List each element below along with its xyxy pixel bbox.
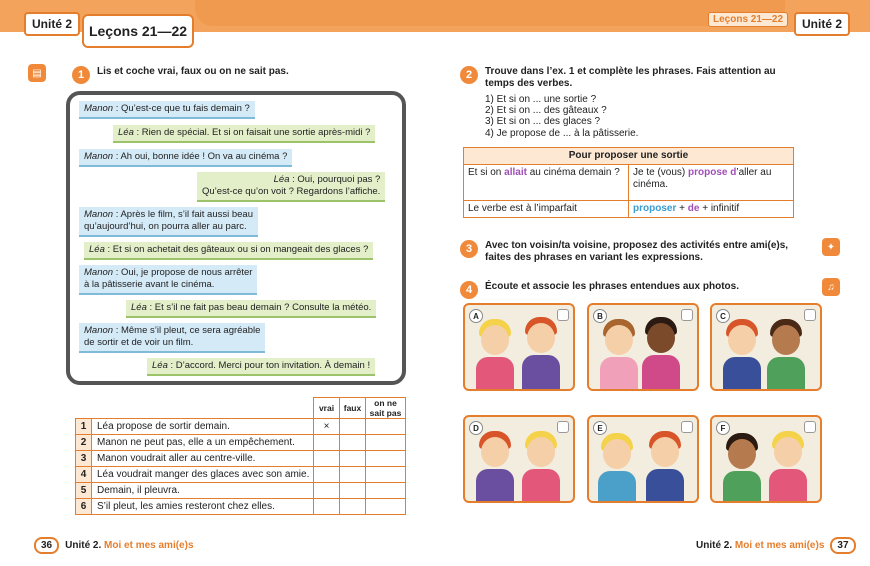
checkbox-nsp[interactable] [366,499,406,515]
photo-b [587,303,699,391]
footer-right: Unité 2. Moi et mes ami(e)s 37 [690,536,856,554]
table-row: 2 Manon ne peut pas, elle a un empêchement. [76,435,406,451]
dialogue-line: Manon : Même s’il pleut, ce sera agréable de sortir et de voir un film. [79,323,265,353]
photo-e [587,415,699,503]
ex4-number: 4 [460,281,478,299]
ex4-instruction: 4 Écoute et associe les phrases entendues aux photos. [460,281,800,293]
lessons-title: Leçons 21—22 [82,14,194,48]
checkbox-nsp[interactable] [366,483,406,499]
dialogue-line: Léa : Oui, pourquoi pas ? Qu’est-ce qu’on voit ? Regardons l’affiche. [197,172,385,202]
ex3-instruction: 3 Avec ton voisin/ta voisine, proposez des activités entre ami(e)s, faites des phrases en variant les expressions. [460,240,800,264]
list-item: 1) Et si on ... une sortie ? [485,94,597,105]
photo-a [463,303,575,391]
checkbox-vrai[interactable] [314,483,340,499]
proposal-table-title: Pour proposer une sortie [464,148,794,165]
page-number-right: 37 [830,537,855,554]
checkbox-nsp[interactable] [366,451,406,467]
table-row: 4 Léa voudrait manger des glaces avec son amie. [76,467,406,483]
checkbox-nsp[interactable] [366,419,406,435]
dialogue-line: Léa : Et s’il ne fait pas beau demain ? Consulte la météo. [126,300,376,318]
dialogue-line: Manon : Après le film, s’il fait aussi beau qu’aujourd’hui, on pourra aller au parc. [79,207,258,237]
footer-left: 36 Unité 2. Moi et mes ami(e)s [34,536,200,554]
list-item: 3) Et si on ... des glaces ? [485,116,601,128]
true-false-table [75,397,406,515]
dialogue-line: Léa : Rien de spécial. Et si on faisait une sortie après-midi ? [113,125,375,143]
photo-label: B [593,309,607,323]
list-item: 4) Je propose de ... à la pâtisserie. [485,127,639,139]
dialogue-line: Léa : Et si on achetait des gâteaux ou si on mangeait des glaces ? [84,242,373,260]
ex2-instruction: 2 Trouve dans l’ex. 1 et complète les phrases. Fais attention au temps des verbes. [460,66,800,90]
headphones-icon: ♫ [822,278,840,296]
ex1-number: 1 [72,66,90,84]
table-row: 1 Léa propose de sortir demain. × [76,419,406,435]
unit-tag-right: Unité 2 [794,12,850,36]
header-faux: faux [340,398,366,419]
header-vrai: vrai [314,398,340,419]
photo-f [710,415,822,503]
checkbox-faux[interactable] [340,483,366,499]
table-row: 5 Demain, il pleuvra. [76,483,406,499]
book-icon: ▤ [28,64,46,82]
dialogue-line: Manon : Qu’est-ce que tu fais demain ? [79,101,255,119]
page-number-left: 36 [34,537,59,554]
photo-label: F [716,421,730,435]
checkbox-vrai[interactable] [314,435,340,451]
checkbox-faux[interactable] [340,499,366,515]
ex2-number: 2 [460,66,478,84]
cell-imparfait-example: Et si on allait au cinéma demain ? [464,165,629,201]
pair-work-icon: ✦ [822,238,840,256]
photo-checkbox[interactable] [804,421,816,433]
checkbox-vrai[interactable] [314,499,340,515]
table-row: 6 S’il pleut, les amies resteront chez elles. [76,499,406,515]
cell-imparfait-rule: Le verbe est à l’imparfait [464,201,629,218]
header-on-ne-sait-pas: on ne sait pas [366,398,406,419]
checkbox-vrai[interactable]: × [314,419,340,435]
photo-c [710,303,822,391]
checkbox-faux[interactable] [340,419,366,435]
checkbox-nsp[interactable] [366,467,406,483]
table-row: 3 Manon voudrait aller au centre-ville. [76,451,406,467]
photo-label: D [469,421,483,435]
photo-checkbox[interactable] [557,309,569,321]
dialogue-line: Manon : Oui, je propose de nous arrêter à la pâtisserie avant le cinéma. [79,265,257,295]
photo-checkbox[interactable] [804,309,816,321]
photo-checkbox[interactable] [557,421,569,433]
checkbox-faux[interactable] [340,467,366,483]
checkbox-vrai[interactable] [314,451,340,467]
checkbox-vrai[interactable] [314,467,340,483]
list-item: 2) Et si on ... des gâteaux ? [485,105,607,117]
lessons-small-tag: Leçons 21—22 [708,12,788,27]
photo-checkbox[interactable] [681,421,693,433]
ex2-items [485,94,638,139]
photo-d [463,415,575,503]
cell-proposer-rule: proposer + de + infinitif [629,201,794,218]
unit-tag-left: Unité 2 [24,12,80,36]
checkbox-faux[interactable] [340,435,366,451]
proposal-table [463,147,794,218]
checkbox-nsp[interactable] [366,435,406,451]
checkbox-faux[interactable] [340,451,366,467]
dialogue-line: Léa : D’accord. Merci pour ton invitation. À demain ! [147,358,375,376]
photo-label: C [716,309,730,323]
dialogue-line: Manon : Ah oui, bonne idée ! On va au cinéma ? [79,149,292,167]
photo-label: E [593,421,607,435]
cell-proposer-example: Je te (vous) propose d’aller au cinéma. [629,165,794,201]
photo-checkbox[interactable] [681,309,693,321]
photo-label: A [469,309,483,323]
ex1-instruction: 1 Lis et coche vrai, faux ou on ne sait pas. [72,66,402,78]
ex3-number: 3 [460,240,478,258]
